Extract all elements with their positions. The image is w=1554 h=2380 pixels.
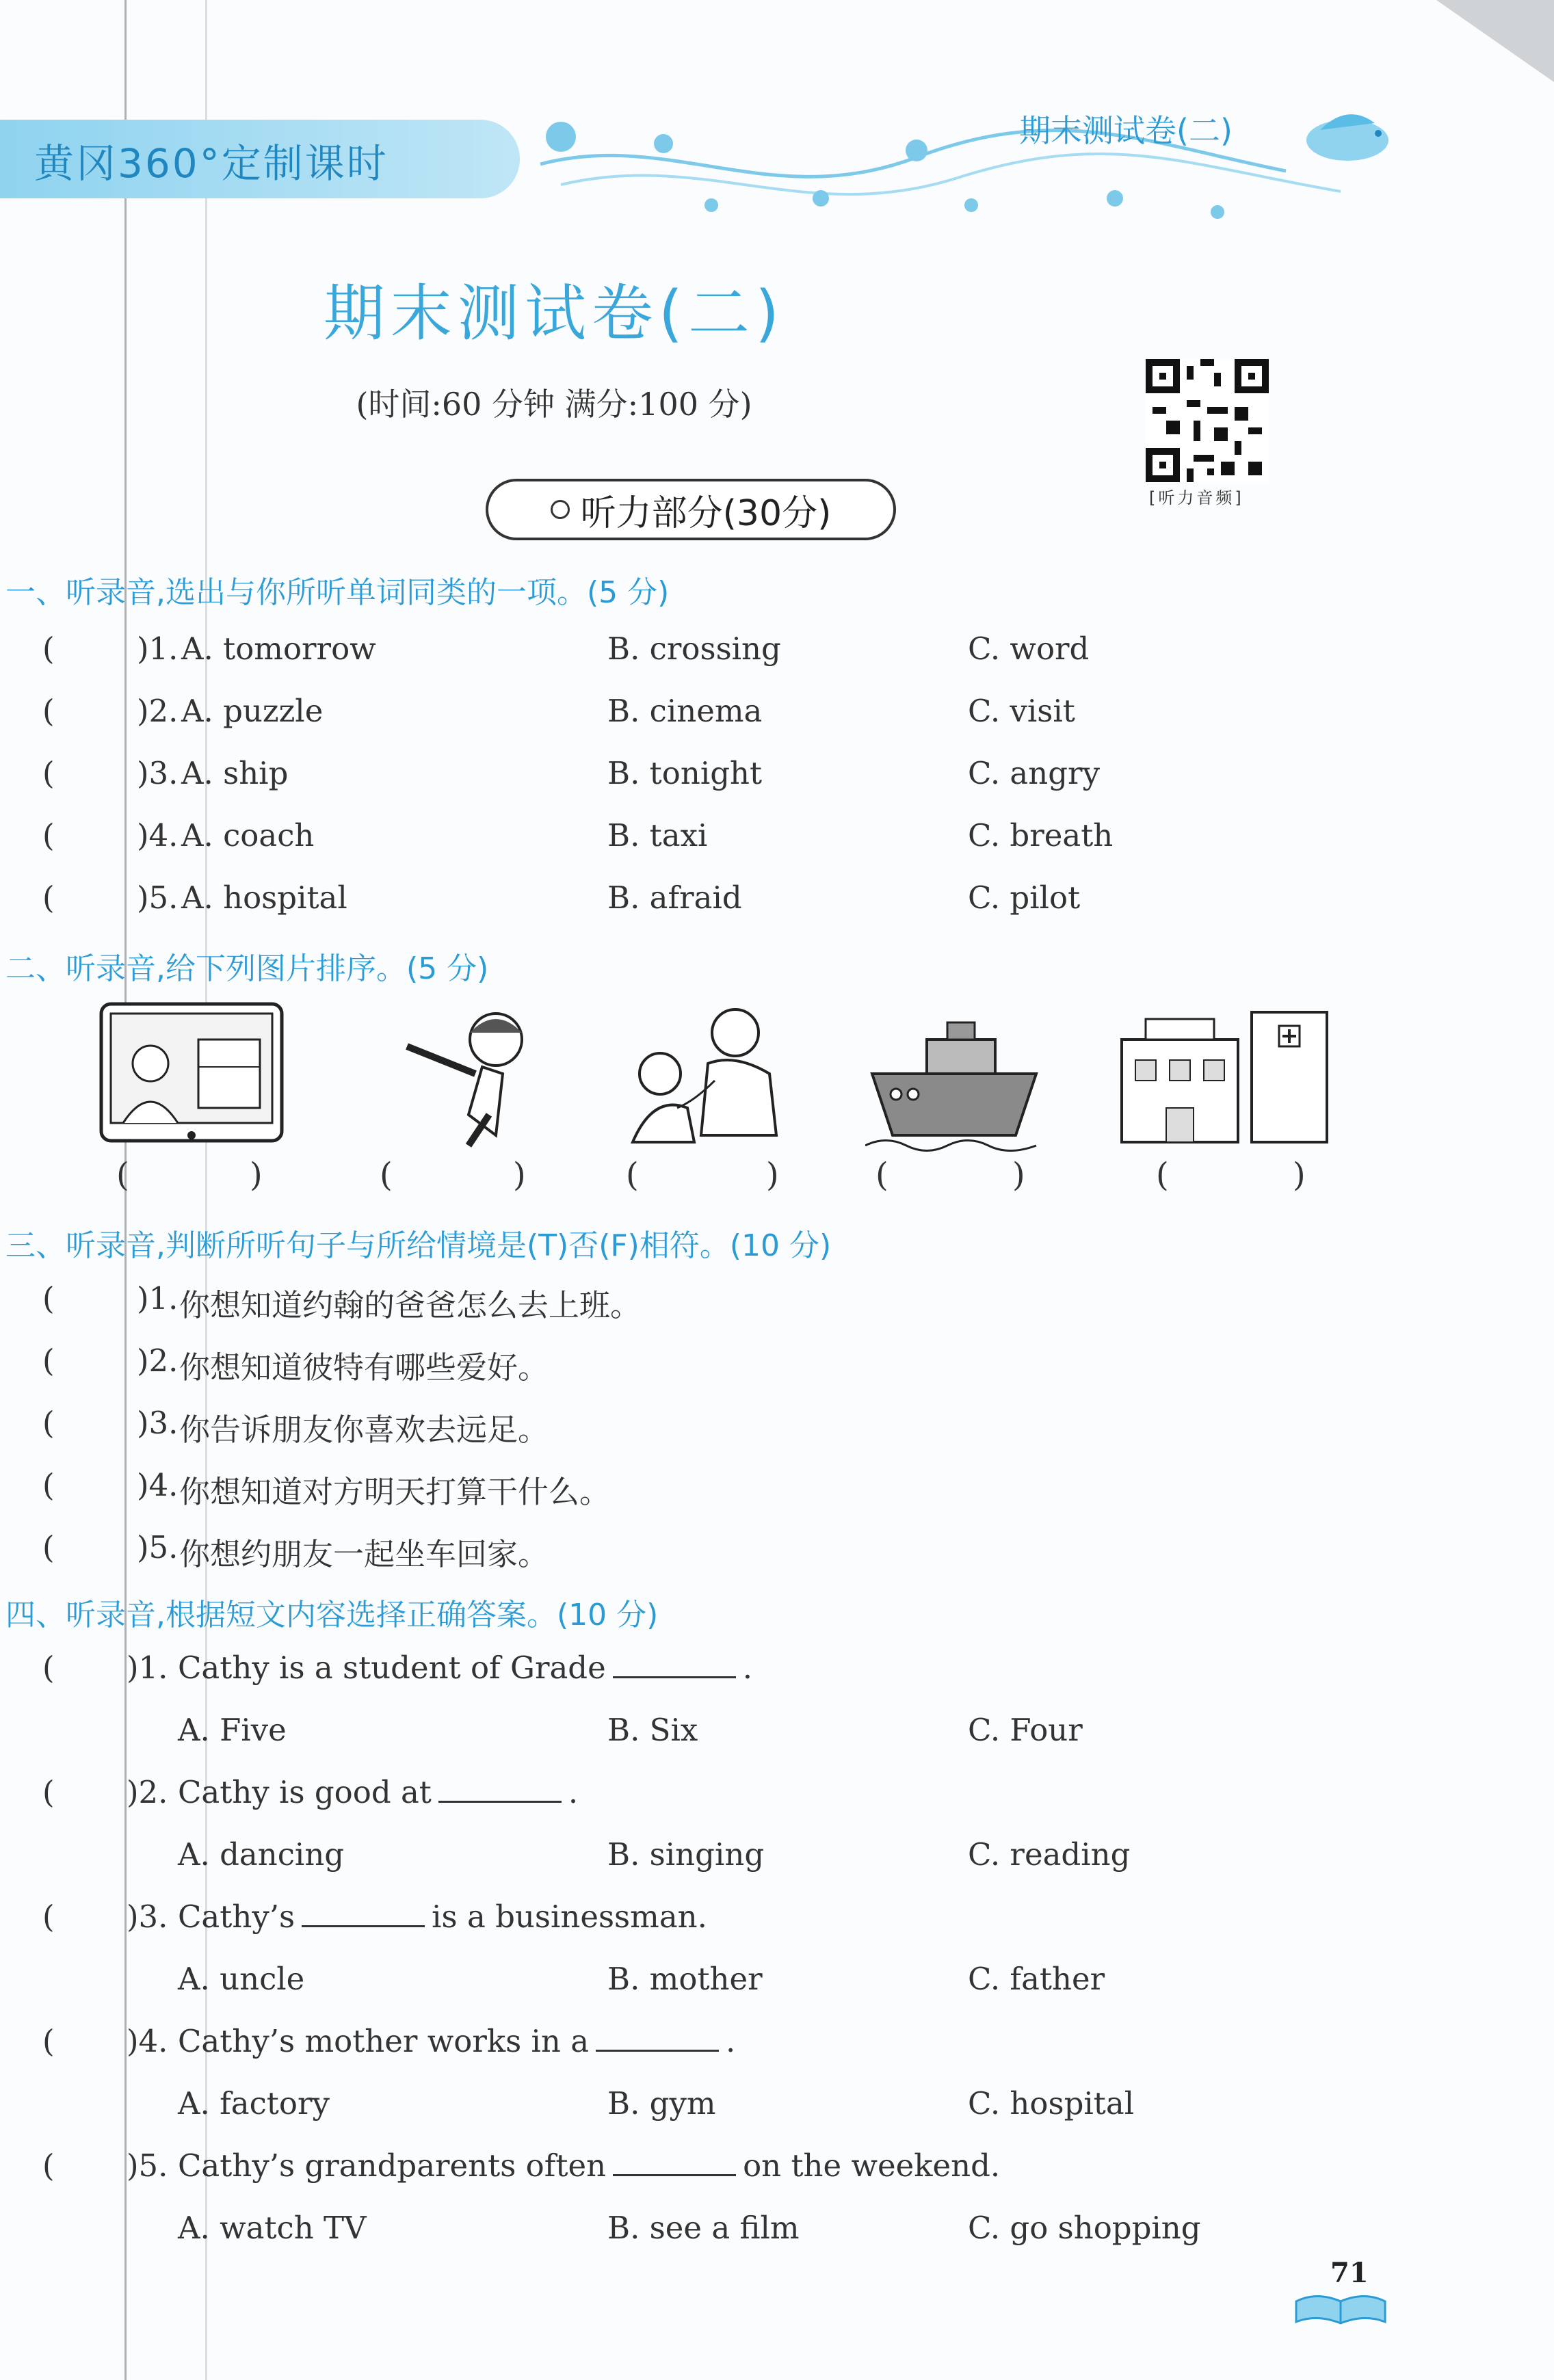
circle-icon bbox=[551, 500, 570, 519]
option-b: B. see a film bbox=[607, 2210, 800, 2246]
answer-paren[interactable]: ( bbox=[42, 2147, 55, 2184]
option-a: A. factory bbox=[178, 2085, 330, 2121]
listening-title-text: 听力部分(30分) bbox=[580, 492, 832, 534]
page-number: 71 bbox=[1330, 2257, 1369, 2289]
answer-paren[interactable]: ( bbox=[380, 1156, 393, 1194]
option-a: A. puzzle bbox=[181, 693, 324, 729]
question-number: )2. bbox=[137, 693, 179, 729]
answer-paren[interactable]: ( bbox=[42, 1774, 55, 1810]
answer-paren[interactable]: ( bbox=[1156, 1156, 1169, 1194]
qr-label: [听力音频] bbox=[1149, 488, 1244, 507]
question-number: )1. bbox=[127, 1650, 168, 1686]
option-c: C. Four bbox=[968, 1712, 1083, 1748]
answer-blank[interactable] bbox=[613, 1656, 736, 1678]
question-number: )5. bbox=[137, 880, 179, 916]
option-c: C. visit bbox=[968, 693, 1075, 729]
doctor-patient-icon bbox=[612, 999, 797, 1156]
answer-blank[interactable] bbox=[596, 2029, 719, 2052]
header-brand: 黄冈360°定制课时 bbox=[34, 140, 388, 187]
section2-heading: 二、听录音,给下列图片排序。(5 分) bbox=[5, 951, 489, 986]
option-a: A. uncle bbox=[178, 1961, 305, 1997]
answer-paren[interactable]: ( bbox=[42, 1529, 55, 1565]
option-b: B. gym bbox=[607, 2085, 716, 2121]
question-number: )3. bbox=[137, 755, 179, 791]
answer-paren[interactable]: ( bbox=[42, 631, 55, 667]
question-stem: Cathy’s grandparents often on the weekend. bbox=[178, 2147, 1001, 2184]
answer-paren[interactable]: ( bbox=[42, 1650, 55, 1686]
kung-fu-boy-icon bbox=[393, 999, 551, 1156]
option-a: A. ship bbox=[181, 755, 289, 791]
answer-paren[interactable]: ( bbox=[42, 1467, 55, 1503]
question-stem: Cathy is good at . bbox=[178, 1774, 579, 1810]
answer-paren[interactable]: ( bbox=[42, 880, 55, 916]
listening-section-title bbox=[486, 479, 896, 540]
option-c: C. word bbox=[968, 631, 1090, 667]
answer-paren[interactable]: ( bbox=[42, 1405, 55, 1441]
option-b: B. taxi bbox=[607, 817, 708, 854]
page-corner-fold bbox=[1436, 0, 1554, 82]
question-stem: Cathy is a student of Grade . bbox=[178, 1650, 753, 1686]
question-number: )4. bbox=[127, 2023, 168, 2059]
answer-paren[interactable]: ( bbox=[116, 1156, 129, 1194]
option-c: C. go shopping bbox=[968, 2210, 1201, 2246]
option-a: A. hospital bbox=[181, 880, 347, 916]
question-number: )5. bbox=[137, 1529, 179, 1565]
answer-blank[interactable] bbox=[302, 1905, 425, 1927]
answer-paren[interactable]: ( bbox=[626, 1156, 639, 1194]
option-b: B. tonight bbox=[607, 755, 763, 791]
hospital-building-icon bbox=[1115, 999, 1341, 1156]
answer-paren: ) bbox=[1012, 1156, 1025, 1194]
qr-code-icon[interactable] bbox=[1146, 359, 1269, 482]
option-a: A. dancing bbox=[178, 1836, 345, 1873]
answer-paren[interactable]: ( bbox=[42, 2023, 55, 2059]
answer-blank[interactable] bbox=[613, 2154, 736, 2176]
answer-blank[interactable] bbox=[438, 1780, 562, 1803]
page-title: 期末测试卷(二) bbox=[323, 278, 785, 349]
option-b: B. singing bbox=[607, 1836, 765, 1873]
section3-heading: 三、听录音,判断所听句子与所给情境是(T)否(F)相符。(10 分) bbox=[5, 1228, 832, 1263]
question-number: )2. bbox=[137, 1343, 179, 1379]
statement-text: 你想知道彼特有哪些爱好。 bbox=[179, 1349, 549, 1386]
ship-icon bbox=[865, 999, 1043, 1156]
answer-paren[interactable]: ( bbox=[42, 817, 55, 854]
question-number: )3. bbox=[137, 1405, 179, 1441]
question-number: )2. bbox=[127, 1774, 168, 1810]
option-b: B. Six bbox=[607, 1712, 698, 1748]
option-a: A. coach bbox=[181, 817, 315, 854]
answer-paren[interactable]: ( bbox=[875, 1156, 888, 1194]
answer-paren[interactable]: ( bbox=[42, 1899, 55, 1935]
question-stem: Cathy’s mother works in a . bbox=[178, 2023, 736, 2059]
option-a: A. watch TV bbox=[178, 2210, 367, 2246]
answer-paren[interactable]: ( bbox=[42, 1343, 55, 1379]
option-c: C. reading bbox=[968, 1836, 1131, 1873]
answer-paren: ) bbox=[250, 1156, 263, 1194]
question-number: )5. bbox=[127, 2147, 168, 2184]
option-b: B. cinema bbox=[607, 693, 763, 729]
answer-paren: ) bbox=[1293, 1156, 1306, 1194]
statement-text: 你想知道对方明天打算干什么。 bbox=[179, 1474, 611, 1510]
option-a: A. Five bbox=[178, 1712, 287, 1748]
answer-paren: ) bbox=[513, 1156, 526, 1194]
answer-paren[interactable]: ( bbox=[42, 1280, 55, 1317]
option-c: C. breath bbox=[968, 817, 1114, 854]
statement-text: 你想约朋友一起坐车回家。 bbox=[179, 1536, 549, 1572]
option-b: B. crossing bbox=[607, 631, 781, 667]
question-number: )1. bbox=[137, 631, 179, 667]
question-number: )4. bbox=[137, 1467, 179, 1503]
option-c: C. father bbox=[968, 1961, 1105, 1997]
book-icon bbox=[1289, 2288, 1392, 2329]
answer-paren[interactable]: ( bbox=[42, 693, 55, 729]
question-number: )1. bbox=[137, 1280, 179, 1317]
exam-info: (时间:60 分钟 满分:100 分) bbox=[356, 386, 752, 423]
question-number: )3. bbox=[127, 1899, 168, 1935]
answer-paren: ) bbox=[766, 1156, 779, 1194]
bird-icon bbox=[1293, 103, 1402, 171]
section1-heading: 一、听录音,选出与你所听单词同类的一项。(5 分) bbox=[5, 575, 670, 610]
answer-paren[interactable]: ( bbox=[42, 755, 55, 791]
option-c: C. angry bbox=[968, 755, 1100, 791]
question-stem: Cathy’s is a businessman. bbox=[178, 1899, 707, 1935]
option-a: A. tomorrow bbox=[181, 631, 376, 667]
header-right-title: 期末测试卷(二) bbox=[1019, 112, 1233, 149]
section4-heading: 四、听录音,根据短文内容选择正确答案。(10 分) bbox=[5, 1598, 659, 1632]
wave-decoration-icon bbox=[534, 103, 1409, 226]
option-c: C. hospital bbox=[968, 2085, 1135, 2121]
tv-reporter-icon bbox=[96, 999, 287, 1156]
option-b: B. afraid bbox=[607, 880, 742, 916]
statement-text: 你告诉朋友你喜欢去远足。 bbox=[179, 1412, 549, 1448]
statement-text: 你想知道约翰的爸爸怎么去上班。 bbox=[179, 1287, 642, 1323]
question-number: )4. bbox=[137, 817, 179, 854]
option-c: C. pilot bbox=[968, 880, 1081, 916]
option-b: B. mother bbox=[607, 1961, 763, 1997]
